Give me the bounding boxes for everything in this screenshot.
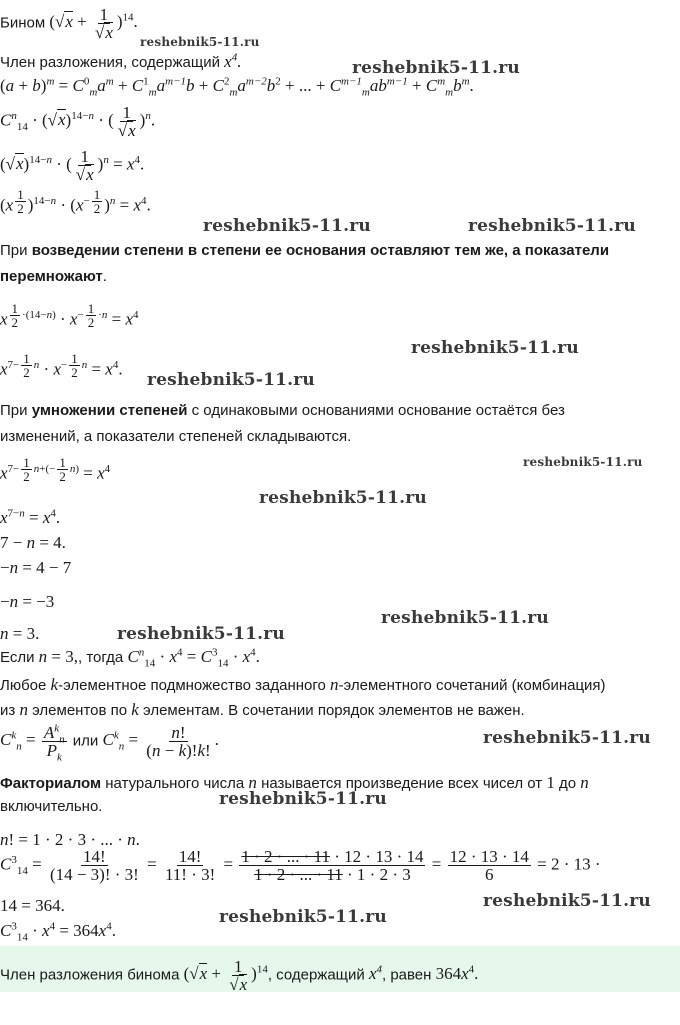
mult-rule-line-2 xyxy=(0,428,351,445)
answer-line: Член разложения бинома (√x + $\frac{1}{√x}$ )$^{14}$, содержащий $x^4$, равен $364x^4$. xyxy=(0,957,479,994)
watermark: reshebnik5-11.ru xyxy=(381,608,549,628)
factorial-rest: натурального числа xyxy=(105,775,245,792)
equation-8: −n = 4 − 7 xyxy=(0,558,72,577)
watermark: reshebnik5-11.ru xyxy=(483,728,651,748)
answer-prefix: Член разложения бинома xyxy=(0,966,180,984)
answer-box xyxy=(0,946,680,992)
factorial-rest-2: называется произведение всех чисел от xyxy=(261,775,543,792)
watermark: reshebnik5-11.ru xyxy=(147,370,315,390)
comb-text-4: из xyxy=(0,702,16,719)
comb-computation: $C^3_{14}$ = $\frac{14!}{(14 - 3)! \cdot 3!}$ = $\frac{14!}{11! \cdot 3!}$ = $\frac{1 \cdot 2 \cdot ... \cdot 11 \cdot 12 \cdot 13 \cdot 14}{1 \cdot 2 \cdot ... \cdot 11 \cdot 1 \cdot 2 \cdot 3}$ = $\frac{12 \cdot 13 \cdot 14}{6}$ = 2 · 13 · xyxy=(0,847,601,884)
equation-10: n = 3. xyxy=(0,624,40,643)
mult-rule-bold: умножении степеней xyxy=(31,402,188,419)
comb-line-2: из n элементов по k элементам. В сочетании порядок элементов не важен. xyxy=(0,700,525,719)
comb-result: 14 = 364. xyxy=(0,896,65,915)
term-intro-text: Член разложения, содержащий xyxy=(0,54,220,71)
factorial-rest-3: включительно. xyxy=(0,798,103,815)
watermark: reshebnik5-11.ru xyxy=(219,907,387,927)
factorial-formula: n! = 1 · 2 · 3 · ... · n. xyxy=(0,830,140,849)
equation-5: $x^{7- \frac{1}{2} n+(- \frac{1}{2} n)} = x^4$ xyxy=(0,455,111,484)
comb-text-6: элементам. В сочетании порядок элементов не важен. xyxy=(143,702,525,719)
or-text: или xyxy=(72,732,99,750)
then-text: тогда xyxy=(86,649,124,666)
comb-formula: $C^k_n$ = $\frac{A^k_n}{P_k}$ или $C^k_n$ = $\frac{n!}{(n - k)!k!}$ . xyxy=(0,722,219,764)
watermark: reshebnik5-11.ru xyxy=(117,624,285,644)
term-power: $x^4$. xyxy=(224,51,242,71)
binom-line xyxy=(0,6,138,41)
power-rule-line-2: перемножают. xyxy=(0,268,107,285)
power-rule-prefix: При xyxy=(0,242,28,259)
general-term: $C^n_{14} \cdot (√x)^{14-n}$ · ( $\frac{1}{√x}$ )$^n$. xyxy=(0,103,156,140)
binomial-formula: $(a + b)^m = C^0_ma^m + C^1_ma^{m-1}b + C^2_ma^{m-2}b^2$ + ... + $C^{m-1}_mab^{m-1} + C^m_mb^m$. xyxy=(0,75,474,99)
power-rule-bold: возведении степени в степени ее основания оставляют тем же, а показатели xyxy=(31,242,610,259)
mult-rule-line-1 xyxy=(0,402,565,419)
answer-mid: , содержащий xyxy=(267,966,365,984)
comb-line-1: Любое k-элементное подмножество заданного n-элементного сочетаний (комбинация) xyxy=(0,675,606,694)
factorial-to: до xyxy=(559,775,577,792)
factorial-line-1: Факториалом натурального числа n называется произведение всех чисел от 1 до n xyxy=(0,773,589,792)
equation-3: x $^{\frac{1}{2} \cdot(14-n)} \cdot x^{- \frac{1}{2} \cdot n} = x^4$ xyxy=(0,301,139,330)
equation-1: $(√x)^{14-n}$ · ( $\frac{1}{√x}$ )$^n = x^4$. xyxy=(0,147,145,184)
equation-9: −n = −3 xyxy=(0,592,55,611)
watermark: reshebnik5-11.ru xyxy=(483,891,651,911)
answer-end: , равен xyxy=(381,966,432,984)
watermark: reshebnik5-11.ru xyxy=(203,216,371,236)
final-term: $C^3_{14} \cdot x^4 = 364x^4$. xyxy=(0,920,116,944)
binom-expression: (√x + $\frac{1}{√x}$ )$^{14}$. xyxy=(49,5,138,42)
comb-text-2: -элементное подмножество заданного xyxy=(58,677,326,694)
factorial-line-2 xyxy=(0,798,102,815)
if-line: Если n = 3,, тогда $C^n_{14} \cdot x^4 = C^3_{14} \cdot x^4$. xyxy=(0,646,260,670)
equation-7: 7 − n = 4. xyxy=(0,533,66,552)
mult-rule-prefix: При xyxy=(0,402,28,419)
if-text: Если xyxy=(0,649,35,666)
watermark: reshebnik5-11.ru xyxy=(411,338,579,358)
watermark: reshebnik5-11.ru xyxy=(468,216,636,236)
term-intro-line xyxy=(0,52,241,72)
equation-6: $x^{7-n} = x^4$. xyxy=(0,507,61,527)
watermark: reshebnik5-11.ru xyxy=(259,488,427,508)
factorial-bold: Факториалом xyxy=(0,775,102,792)
watermark: reshebnik5-11.ru xyxy=(219,789,387,809)
comb-text-5: элементов по xyxy=(32,702,128,719)
mult-rule-rest: с одинаковыми основаниями основание остаётся без xyxy=(191,402,565,419)
mult-rule-rest-2: изменений, а показатели степеней складываются. xyxy=(0,428,352,445)
comb-text-3: -элементного сочетаний (комбинация) xyxy=(338,677,606,694)
power-rule-bold-2: перемножают xyxy=(0,268,103,285)
equation-2: (x $^{\frac{1}{2}}$ )$^{14-n} \cdot (x^{- \frac{1}{2}}$ )$^n = x^4$. xyxy=(0,187,151,216)
watermark: reshebnik5-11.ru xyxy=(352,58,520,78)
watermark: reshebnik5-11.ru xyxy=(523,455,643,469)
binom-label: Бином xyxy=(0,14,46,32)
power-rule-line-1 xyxy=(0,242,609,259)
watermark: reshebnik5-11.ru xyxy=(140,35,260,49)
comb-text-1: Любое xyxy=(0,677,47,694)
equation-4: $x^{7- \frac{1}{2} n} \cdot x^{- \frac{1}{2} n} = x^4$. xyxy=(0,351,123,380)
